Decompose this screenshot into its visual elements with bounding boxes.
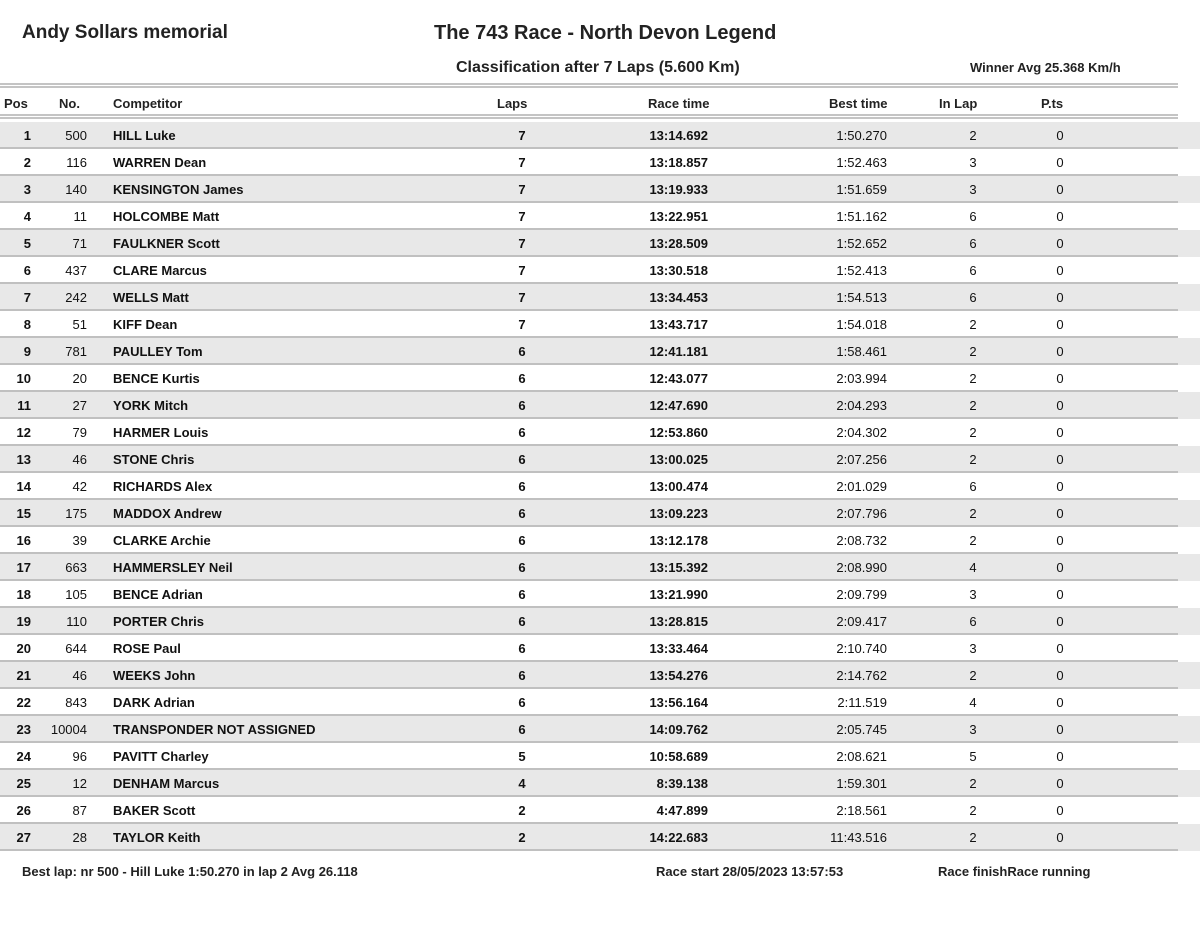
column-header-in-lap: In Lap (939, 96, 978, 111)
cell-best-time: 2:18.561 (836, 803, 887, 818)
cell-number: 242 (65, 290, 87, 305)
cell-best-time: 2:10.740 (836, 641, 887, 656)
table-row (0, 311, 1200, 338)
cell-number: 437 (65, 263, 87, 278)
cell-points: 0 (1056, 263, 1064, 278)
cell-points: 0 (1056, 641, 1064, 656)
cell-points: 0 (1056, 749, 1064, 764)
cell-in-lap: 4 (969, 560, 977, 575)
column-header-best-time: Best time (829, 96, 888, 111)
cell-best-time: 1:50.270 (836, 128, 887, 143)
cell-number: 39 (72, 533, 87, 548)
cell-best-time: 2:07.256 (836, 452, 887, 467)
cell-competitor: HARMER Louis (113, 425, 209, 440)
cell-in-lap: 2 (969, 668, 977, 683)
cell-points: 0 (1056, 452, 1064, 467)
cell-points: 0 (1056, 425, 1064, 440)
cell-points: 0 (1056, 371, 1064, 386)
cell-laps: 6 (518, 722, 526, 737)
cell-number: 46 (72, 668, 87, 683)
event-name: Andy Sollars memorial (22, 22, 228, 43)
race-start: Race start 28/05/2023 13:57:53 (656, 864, 844, 879)
cell-competitor: TRANSPONDER NOT ASSIGNED (113, 722, 316, 737)
cell-competitor: BENCE Adrian (113, 587, 203, 602)
cell-race-time: 12:53.860 (649, 425, 708, 440)
cell-best-time: 2:05.745 (836, 722, 887, 737)
cell-race-time: 13:56.164 (649, 695, 708, 710)
table-row (0, 122, 1200, 149)
cell-pos: 11 (17, 398, 31, 413)
cell-points: 0 (1056, 344, 1064, 359)
cell-race-time: 10:58.689 (649, 749, 708, 764)
cell-laps: 6 (518, 452, 526, 467)
cell-race-time: 13:14.692 (649, 128, 708, 143)
cell-competitor: TAYLOR Keith (113, 830, 201, 845)
cell-points: 0 (1056, 560, 1064, 575)
cell-pos: 22 (16, 695, 31, 710)
table-row (0, 419, 1200, 446)
table-row (0, 527, 1200, 554)
cell-pos: 24 (16, 749, 31, 764)
cell-laps: 6 (518, 668, 526, 683)
cell-points: 0 (1056, 209, 1064, 224)
cell-race-time: 12:47.690 (649, 398, 708, 413)
cell-in-lap: 2 (969, 398, 977, 413)
cell-pos: 27 (16, 830, 31, 845)
cell-best-time: 2:08.732 (836, 533, 887, 548)
cell-race-time: 13:43.717 (649, 317, 708, 332)
table-row (0, 716, 1200, 743)
race-finish-status: Race finishRace running (938, 864, 1091, 879)
cell-laps: 6 (518, 506, 526, 521)
cell-points: 0 (1056, 830, 1064, 845)
cell-pos: 7 (23, 290, 31, 305)
cell-race-time: 13:33.464 (649, 641, 708, 656)
cell-best-time: 2:08.621 (836, 749, 887, 764)
cell-points: 0 (1056, 128, 1064, 143)
cell-laps: 6 (518, 398, 526, 413)
cell-number: 12 (72, 776, 87, 791)
cell-laps: 7 (518, 290, 526, 305)
cell-pos: 17 (16, 560, 31, 575)
cell-competitor: BAKER Scott (113, 803, 196, 818)
table-row (0, 770, 1200, 797)
cell-points: 0 (1056, 695, 1064, 710)
cell-in-lap: 6 (969, 209, 977, 224)
cell-competitor: CLARE Marcus (113, 263, 207, 278)
cell-points: 0 (1056, 803, 1064, 818)
column-header-laps: Laps (497, 96, 528, 111)
cell-laps: 5 (518, 749, 526, 764)
header-divider-top (0, 83, 1178, 88)
cell-laps: 7 (518, 155, 526, 170)
cell-in-lap: 3 (969, 641, 977, 656)
cell-race-time: 13:12.178 (649, 533, 708, 548)
cell-in-lap: 3 (969, 722, 977, 737)
cell-race-time: 12:41.181 (649, 344, 708, 359)
cell-points: 0 (1056, 668, 1064, 683)
cell-laps: 6 (518, 614, 526, 629)
column-header-pos: Pos (4, 96, 28, 111)
cell-number: 96 (72, 749, 87, 764)
cell-number: 42 (72, 479, 87, 494)
cell-laps: 2 (518, 803, 526, 818)
cell-competitor: KIFF Dean (113, 317, 178, 332)
cell-best-time: 1:58.461 (836, 344, 887, 359)
cell-race-time: 13:21.990 (649, 587, 708, 602)
cell-laps: 6 (518, 425, 526, 440)
cell-competitor: DARK Adrian (113, 695, 195, 710)
cell-laps: 7 (518, 317, 526, 332)
cell-pos: 13 (16, 452, 31, 467)
cell-points: 0 (1056, 290, 1064, 305)
cell-in-lap: 2 (969, 317, 977, 332)
cell-race-time: 12:43.077 (649, 371, 708, 386)
cell-in-lap: 6 (969, 236, 977, 251)
best-lap-summary: Best lap: nr 500 - Hill Luke 1:50.270 in lap 2 Avg 26.118 (22, 864, 358, 879)
table-row (0, 473, 1200, 500)
results-table-body (0, 122, 1200, 851)
cell-number: 105 (65, 587, 87, 602)
cell-best-time: 1:54.018 (836, 317, 887, 332)
cell-number: 46 (72, 452, 87, 467)
cell-best-time: 2:08.990 (836, 560, 887, 575)
cell-points: 0 (1056, 317, 1064, 332)
table-row (0, 338, 1200, 365)
cell-in-lap: 6 (969, 290, 977, 305)
cell-number: 110 (66, 614, 87, 629)
cell-pos: 3 (23, 182, 31, 197)
cell-in-lap: 2 (969, 425, 977, 440)
cell-best-time: 2:11.519 (837, 695, 887, 710)
cell-pos: 20 (16, 641, 31, 656)
cell-in-lap: 2 (969, 371, 977, 386)
cell-competitor: BENCE Kurtis (113, 371, 200, 386)
column-header-race-time: Race time (648, 96, 710, 111)
cell-laps: 7 (518, 182, 526, 197)
cell-in-lap: 3 (969, 587, 977, 602)
cell-competitor: YORK Mitch (113, 398, 189, 413)
cell-competitor: CLARKE Archie (113, 533, 211, 548)
cell-laps: 6 (518, 344, 526, 359)
cell-competitor: HAMMERSLEY Neil (113, 560, 233, 575)
cell-points: 0 (1056, 155, 1064, 170)
cell-pos: 19 (16, 614, 31, 629)
cell-competitor: RICHARDS Alex (113, 479, 213, 494)
header-divider-bottom (0, 114, 1178, 119)
cell-pos: 23 (16, 722, 31, 737)
cell-in-lap: 3 (969, 155, 977, 170)
cell-competitor: HILL Luke (113, 128, 176, 143)
cell-best-time: 1:52.652 (836, 236, 887, 251)
cell-best-time: 2:14.762 (836, 668, 887, 683)
cell-race-time: 13:09.223 (649, 506, 708, 521)
cell-competitor: WEEKS John (113, 668, 196, 683)
cell-in-lap: 4 (969, 695, 977, 710)
cell-pos: 5 (23, 236, 31, 251)
cell-laps: 6 (518, 560, 526, 575)
cell-best-time: 2:03.994 (836, 371, 887, 386)
cell-pos: 9 (23, 344, 31, 359)
cell-laps: 6 (518, 371, 526, 386)
table-row (0, 824, 1200, 851)
cell-number: 28 (72, 830, 87, 845)
cell-number: 71 (72, 236, 87, 251)
table-row (0, 392, 1200, 419)
cell-competitor: DENHAM Marcus (113, 776, 220, 791)
cell-best-time: 2:07.796 (836, 506, 887, 521)
cell-number: 51 (72, 317, 87, 332)
cell-competitor: WELLS Matt (113, 290, 189, 305)
cell-best-time: 1:54.513 (836, 290, 887, 305)
cell-pos: 14 (16, 479, 31, 494)
cell-number: 20 (72, 371, 87, 386)
cell-best-time: 1:51.162 (836, 209, 887, 224)
table-row (0, 554, 1200, 581)
cell-laps: 7 (518, 236, 526, 251)
cell-points: 0 (1056, 479, 1064, 494)
cell-pos: 18 (16, 587, 31, 602)
cell-pos: 2 (23, 155, 31, 170)
cell-race-time: 13:54.276 (649, 668, 708, 683)
cell-race-time: 8:39.138 (656, 776, 708, 791)
race-title: The 743 Race - North Devon Legend (434, 22, 777, 44)
cell-number: 11 (73, 209, 87, 224)
cell-points: 0 (1056, 722, 1064, 737)
cell-in-lap: 6 (969, 263, 977, 278)
cell-competitor: PORTER Chris (113, 614, 205, 629)
cell-number: 27 (72, 398, 87, 413)
cell-number: 87 (72, 803, 87, 818)
cell-pos: 6 (23, 263, 31, 278)
table-row (0, 203, 1200, 230)
cell-race-time: 13:22.951 (649, 209, 708, 224)
cell-race-time: 14:22.683 (649, 830, 708, 845)
cell-best-time: 1:59.301 (836, 776, 887, 791)
cell-race-time: 13:00.474 (649, 479, 708, 494)
cell-competitor: HOLCOMBE Matt (113, 209, 220, 224)
cell-pos: 1 (23, 128, 31, 143)
table-row (0, 230, 1200, 257)
table-row (0, 635, 1200, 662)
table-row (0, 797, 1200, 824)
cell-competitor: ROSE Paul (113, 641, 181, 656)
table-row (0, 446, 1200, 473)
cell-competitor: STONE Chris (113, 452, 195, 467)
cell-in-lap: 2 (969, 803, 977, 818)
cell-best-time: 2:04.302 (836, 425, 887, 440)
cell-points: 0 (1056, 236, 1064, 251)
table-row (0, 176, 1200, 203)
cell-competitor: MADDOX Andrew (113, 506, 222, 521)
column-header-points: P.ts (1041, 96, 1064, 111)
cell-competitor: PAVITT Charley (113, 749, 209, 764)
table-row (0, 662, 1200, 689)
table-row (0, 608, 1200, 635)
cell-in-lap: 3 (969, 182, 977, 197)
cell-race-time: 13:18.857 (649, 155, 708, 170)
cell-number: 663 (65, 560, 87, 575)
cell-in-lap: 2 (969, 830, 977, 845)
cell-best-time: 1:52.413 (836, 263, 887, 278)
cell-pos: 10 (16, 371, 31, 386)
cell-points: 0 (1056, 587, 1064, 602)
table-row (0, 149, 1200, 176)
cell-laps: 6 (518, 695, 526, 710)
cell-in-lap: 2 (969, 344, 977, 359)
cell-in-lap: 6 (969, 479, 977, 494)
table-row (0, 581, 1200, 608)
cell-best-time: 2:01.029 (836, 479, 887, 494)
cell-laps: 4 (518, 776, 526, 791)
classification-subtitle: Classification after 7 Laps (5.600 Km) (456, 59, 740, 76)
cell-race-time: 13:34.453 (649, 290, 708, 305)
cell-number: 843 (65, 695, 87, 710)
cell-laps: 7 (518, 209, 526, 224)
cell-number: 644 (65, 641, 87, 656)
cell-race-time: 13:28.815 (649, 614, 708, 629)
table-row (0, 743, 1200, 770)
cell-in-lap: 2 (969, 128, 977, 143)
cell-race-time: 13:15.392 (649, 560, 708, 575)
cell-number: 140 (65, 182, 87, 197)
cell-number: 79 (72, 425, 87, 440)
cell-points: 0 (1056, 506, 1064, 521)
cell-pos: 16 (16, 533, 31, 548)
cell-race-time: 4:47.899 (656, 803, 708, 818)
cell-laps: 6 (518, 641, 526, 656)
cell-points: 0 (1056, 533, 1064, 548)
cell-number: 781 (65, 344, 87, 359)
cell-race-time: 13:30.518 (649, 263, 708, 278)
cell-laps: 6 (518, 587, 526, 602)
cell-points: 0 (1056, 614, 1064, 629)
cell-pos: 4 (23, 209, 31, 224)
cell-laps: 6 (518, 533, 526, 548)
column-header-no: No. (59, 96, 80, 111)
winner-average: Winner Avg 25.368 Km/h (970, 60, 1121, 75)
cell-laps: 7 (518, 263, 526, 278)
cell-laps: 2 (518, 830, 526, 845)
cell-race-time: 13:00.025 (649, 452, 708, 467)
cell-points: 0 (1056, 182, 1064, 197)
table-row (0, 284, 1200, 311)
cell-number: 116 (66, 155, 87, 170)
cell-number: 10004 (50, 722, 87, 737)
cell-best-time: 2:09.417 (836, 614, 887, 629)
cell-pos: 21 (16, 668, 31, 683)
cell-in-lap: 2 (969, 506, 977, 521)
cell-number: 175 (65, 506, 87, 521)
cell-laps: 7 (518, 128, 526, 143)
cell-in-lap: 6 (969, 614, 977, 629)
column-header-competitor: Competitor (113, 96, 183, 111)
cell-number: 500 (65, 128, 87, 143)
cell-in-lap: 5 (969, 749, 977, 764)
cell-laps: 6 (518, 479, 526, 494)
table-row (0, 257, 1200, 284)
cell-pos: 12 (16, 425, 31, 440)
cell-points: 0 (1056, 776, 1064, 791)
cell-pos: 8 (23, 317, 31, 332)
cell-best-time: 1:51.659 (836, 182, 887, 197)
cell-best-time: 2:09.799 (836, 587, 887, 602)
cell-race-time: 13:19.933 (649, 182, 708, 197)
cell-in-lap: 2 (969, 452, 977, 467)
cell-points: 0 (1056, 398, 1064, 413)
cell-in-lap: 2 (969, 776, 977, 791)
cell-race-time: 13:28.509 (649, 236, 708, 251)
table-row (0, 500, 1200, 527)
cell-competitor: FAULKNER Scott (113, 236, 220, 251)
cell-in-lap: 2 (969, 533, 977, 548)
cell-pos: 15 (16, 506, 31, 521)
cell-competitor: KENSINGTON James (113, 182, 244, 197)
cell-best-time: 11:43.516 (830, 830, 887, 845)
table-row (0, 365, 1200, 392)
table-header (0, 92, 1200, 114)
cell-competitor: WARREN Dean (113, 155, 207, 170)
cell-pos: 26 (16, 803, 31, 818)
cell-best-time: 1:52.463 (836, 155, 887, 170)
cell-race-time: 14:09.762 (649, 722, 708, 737)
cell-competitor: PAULLEY Tom (113, 344, 203, 359)
table-row (0, 689, 1200, 716)
cell-pos: 25 (16, 776, 31, 791)
cell-best-time: 2:04.293 (836, 398, 887, 413)
